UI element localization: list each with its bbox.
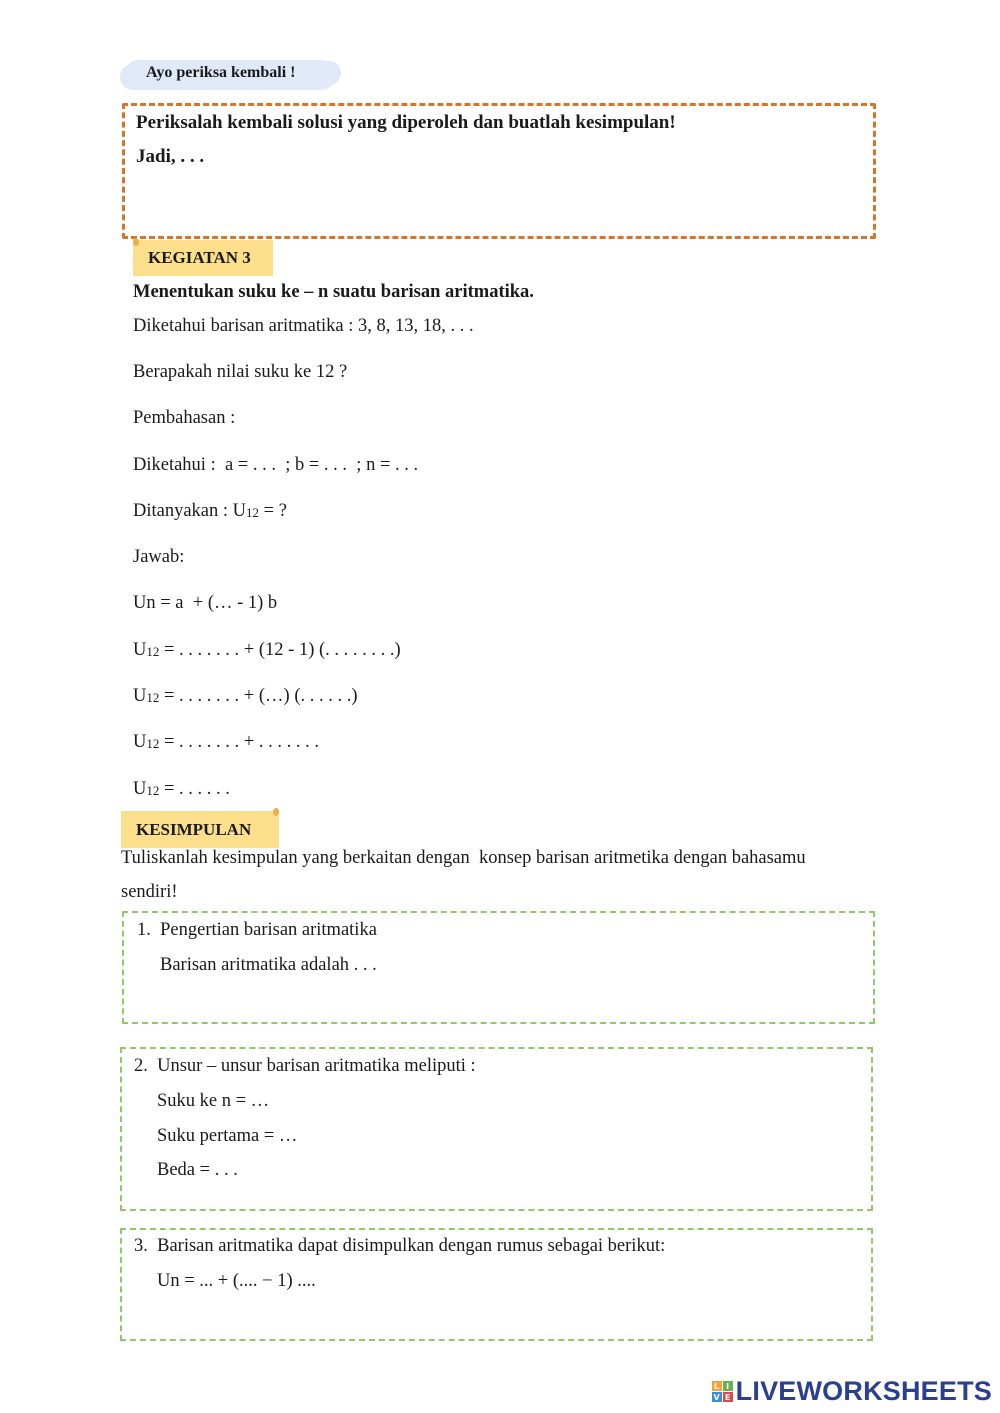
step-3 [133, 732, 319, 753]
formula-answer: Un = ... + (.... − 1) .... [157, 1271, 316, 1291]
brand-name: LIVEWORKSHEETS [735, 1376, 992, 1406]
kesimpulan-instruction-2: sendiri! [121, 882, 178, 902]
general-formula: Un = a + (… - 1) b [133, 593, 278, 613]
kegiatan-tab [133, 240, 273, 276]
question-text: Berapakah nilai suku ke 12 ? [133, 362, 348, 382]
u-symbol: U [133, 779, 147, 799]
u-subscript: 12 [146, 644, 160, 659]
elements-heading: 2. Unsur – unsur barisan aritmatika meliputi : [134, 1056, 476, 1076]
step-1 [133, 640, 401, 661]
kegiatan-tab-label: KEGIATAN 3 [148, 248, 251, 267]
answer-label: Jawab: [133, 547, 185, 567]
u-symbol: U [133, 732, 147, 752]
bubble-title: Ayo periksa kembali ! [146, 64, 296, 81]
kesimpulan-instruction-1: Tuliskanlah kesimpulan yang berkaitan dengan konsep barisan aritmetika dengan bahasamu [121, 848, 806, 868]
step-1-text: = . . . . . . . + (12 - 1) (. . . . . . . .) [159, 640, 401, 660]
step-4 [133, 779, 230, 800]
kesimpulan-tab [121, 811, 279, 848]
kesimpulan-tab-label: KESIMPULAN [136, 819, 252, 839]
asked-suffix: = ? [259, 501, 287, 521]
asked-subscript: 12 [246, 505, 260, 520]
u-symbol: U [133, 640, 147, 660]
check-instruction: Periksalah kembali solusi yang diperoleh dan buatlah kesimpulan! [136, 112, 676, 133]
logo-letter: V [713, 1392, 720, 1402]
logo-letter: E [723, 1392, 733, 1402]
logo-letter: L [712, 1381, 722, 1391]
u-symbol: U [133, 686, 147, 706]
element-first-term: Suku pertama = … [157, 1126, 298, 1146]
u-subscript: 12 [146, 783, 160, 798]
element-difference: Beda = . . . [157, 1160, 238, 1180]
known-sequence: Diketahui barisan aritmatika : 3, 8, 13, 18, . . . [133, 316, 474, 336]
step-2-text: = . . . . . . . + (…) (. . . . . .) [159, 686, 358, 706]
logo-letter: I [723, 1381, 733, 1391]
kegiatan-title: Menentukan suku ke – n suatu barisan aritmatika. [133, 282, 534, 302]
liveworksheets-brand[interactable] [712, 1376, 992, 1407]
asked-prefix: Ditanyakan : U [133, 501, 247, 521]
tab-corner-dot [273, 808, 279, 816]
step-3-text: = . . . . . . . + . . . . . . . [159, 732, 319, 752]
tab-corner-dot [133, 238, 139, 246]
step-4-text: = . . . . . . [159, 779, 230, 799]
step-2 [133, 686, 358, 707]
u-subscript: 12 [146, 690, 160, 705]
given-values: Diketahui : a = . . . ; b = . . . ; n = . . . [133, 455, 419, 475]
check-answer-prompt: Jadi, . . . [136, 146, 205, 167]
u-subscript: 12 [146, 736, 160, 751]
liveworksheets-logo-icon [712, 1381, 733, 1402]
definition-answer: Barisan aritmatika adalah . . . [160, 955, 377, 975]
definition-heading: 1. Pengertian barisan aritmatika [137, 920, 377, 940]
asked-line [133, 501, 287, 522]
formula-heading: 3. Barisan aritmatika dapat disimpulkan dengan rumus sebagai berikut: [134, 1236, 666, 1256]
element-nth-term: Suku ke n = … [157, 1091, 270, 1111]
discussion-label: Pembahasan : [133, 408, 236, 428]
